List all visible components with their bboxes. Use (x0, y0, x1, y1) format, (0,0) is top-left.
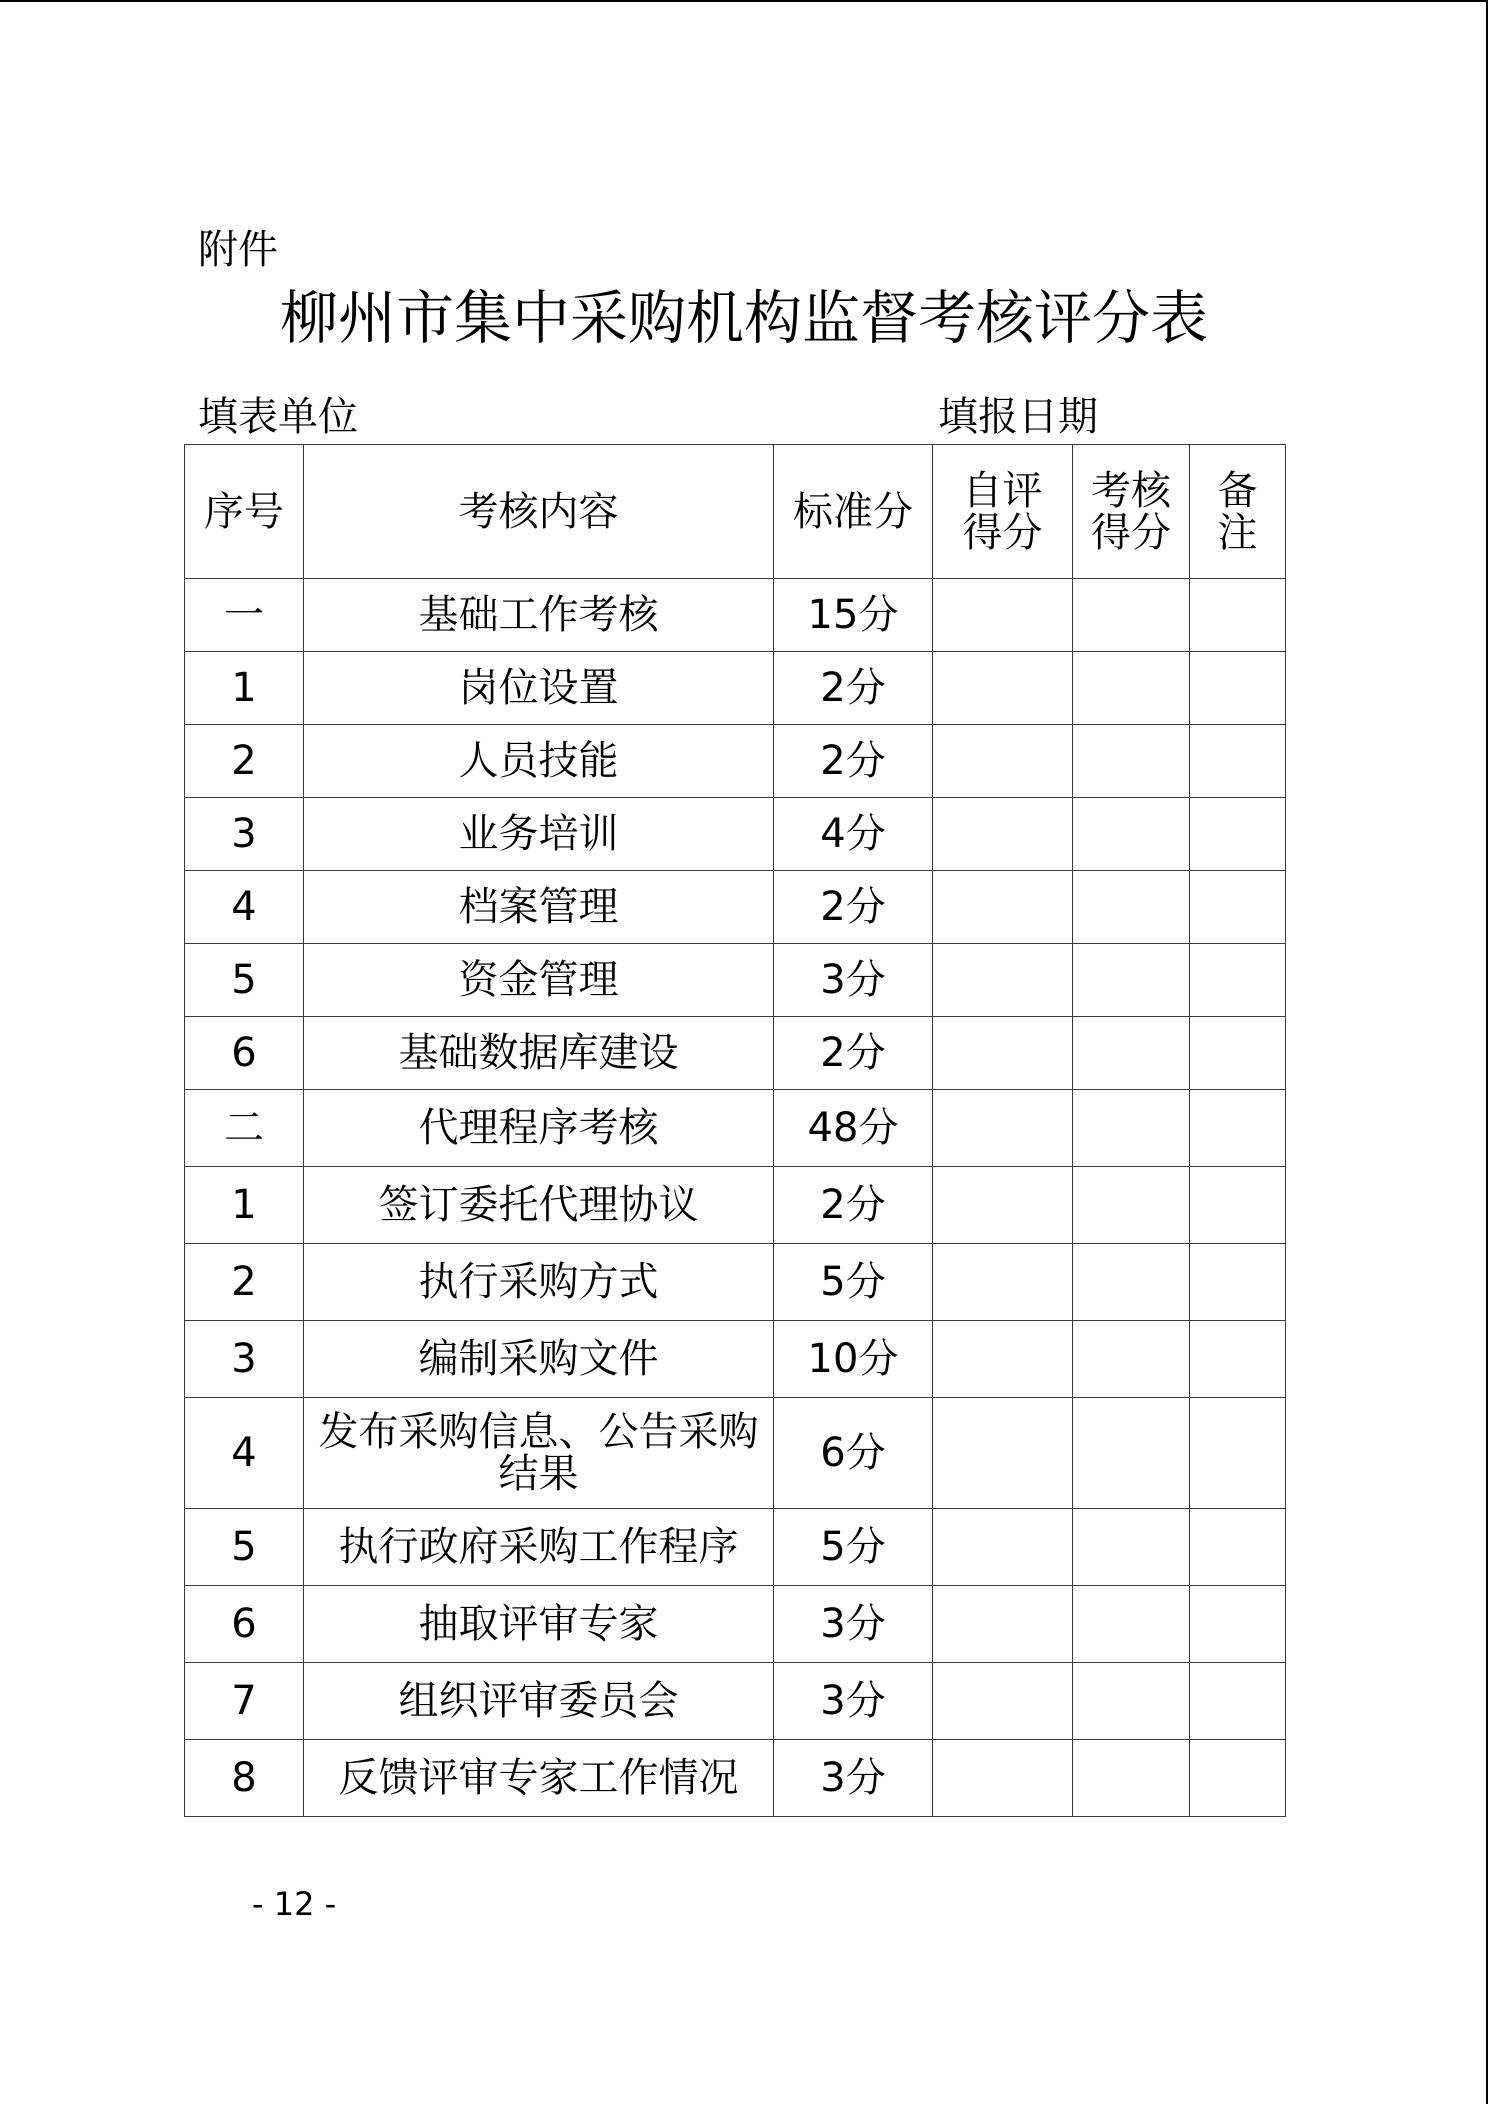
cell-self-eval[interactable] (933, 1090, 1073, 1167)
table-row (185, 1090, 1286, 1167)
cell-score: 2分 (774, 1017, 933, 1090)
cell-assess[interactable] (1073, 652, 1190, 725)
cell-content: 反馈评审专家工作情况 (304, 1740, 774, 1817)
cell-assess[interactable] (1073, 1090, 1190, 1167)
cell-score: 15分 (774, 579, 933, 652)
cell-self-eval[interactable] (933, 1740, 1073, 1817)
col-header-remark (1190, 445, 1286, 579)
cell-score: 2分 (774, 725, 933, 798)
cell-assess[interactable] (1073, 1663, 1190, 1740)
cell-seq: 6 (185, 1017, 304, 1090)
cell-content: 执行采购方式 (304, 1244, 774, 1321)
cell-seq: 3 (185, 798, 304, 871)
cell-self-eval[interactable] (933, 1509, 1073, 1586)
cell-score: 5分 (774, 1509, 933, 1586)
fill-unit-label: 填表单位 (198, 394, 358, 440)
cell-remark[interactable] (1190, 1244, 1286, 1321)
table-row (185, 725, 1286, 798)
cell-score: 3分 (774, 1663, 933, 1740)
cell-remark[interactable] (1190, 1398, 1286, 1509)
cell-assess[interactable] (1073, 1321, 1190, 1398)
table-row (185, 579, 1286, 652)
cell-self-eval[interactable] (933, 871, 1073, 944)
cell-content: 签订委托代理协议 (304, 1167, 774, 1244)
col-header-assess-line1: 考核 (1091, 467, 1171, 514)
cell-seq: 二 (185, 1090, 304, 1167)
col-header-self-eval-line2: 得分 (962, 509, 1043, 556)
cell-assess[interactable] (1073, 1509, 1190, 1586)
table-row (185, 1017, 1286, 1090)
cell-self-eval[interactable] (933, 579, 1073, 652)
cell-assess[interactable] (1073, 1740, 1190, 1817)
cell-self-eval[interactable] (933, 1586, 1073, 1663)
cell-content: 岗位设置 (304, 652, 774, 725)
table-row (185, 1509, 1286, 1586)
cell-content: 执行政府采购工作程序 (304, 1509, 774, 1586)
cell-remark[interactable] (1190, 944, 1286, 1017)
col-header-seq: 序号 (185, 445, 304, 579)
cell-assess[interactable] (1073, 725, 1190, 798)
cell-seq: 2 (185, 725, 304, 798)
page-top-border (0, 0, 1488, 2)
col-header-self-eval (933, 445, 1073, 579)
table-row (185, 1398, 1286, 1509)
cell-remark[interactable] (1190, 725, 1286, 798)
cell-seq: 5 (185, 944, 304, 1017)
cell-self-eval[interactable] (933, 1321, 1073, 1398)
cell-remark[interactable] (1190, 1586, 1286, 1663)
cell-seq: 一 (185, 579, 304, 652)
col-header-standard: 标准分 (774, 445, 933, 579)
page-title: 柳州市集中采购机构监督考核评分表 (279, 284, 1208, 352)
cell-self-eval[interactable] (933, 798, 1073, 871)
cell-score: 2分 (774, 652, 933, 725)
col-header-assess (1073, 445, 1190, 579)
cell-seq: 1 (185, 652, 304, 725)
cell-score: 48分 (774, 1090, 933, 1167)
table-row (185, 1321, 1286, 1398)
table-row (185, 652, 1286, 725)
cell-self-eval[interactable] (933, 725, 1073, 798)
cell-remark[interactable] (1190, 1017, 1286, 1090)
cell-remark[interactable] (1190, 1090, 1286, 1167)
cell-assess[interactable] (1073, 1017, 1190, 1090)
attachment-label: 附件 (198, 227, 278, 273)
table-row (185, 1586, 1286, 1663)
cell-assess[interactable] (1073, 1398, 1190, 1509)
cell-score: 6分 (774, 1398, 933, 1509)
col-header-self-eval-line1: 自评 (962, 467, 1043, 514)
cell-self-eval[interactable] (933, 1663, 1073, 1740)
cell-score: 5分 (774, 1244, 933, 1321)
cell-seq: 6 (185, 1586, 304, 1663)
cell-self-eval[interactable] (933, 1398, 1073, 1509)
cell-content-line2: 结果 (498, 1451, 579, 1497)
col-header-content: 考核内容 (304, 445, 774, 579)
cell-remark[interactable] (1190, 1321, 1286, 1398)
cell-content: 编制采购文件 (304, 1321, 774, 1398)
cell-content: 基础工作考核 (304, 579, 774, 652)
cell-remark[interactable] (1190, 652, 1286, 725)
cell-content: 业务培训 (304, 798, 774, 871)
cell-content: 档案管理 (304, 871, 774, 944)
cell-assess[interactable] (1073, 1167, 1190, 1244)
table-row (185, 1740, 1286, 1817)
score-table (184, 444, 1286, 1817)
cell-content-line1: 发布采购信息、公告采购 (318, 1409, 759, 1455)
cell-remark[interactable] (1190, 1509, 1286, 1586)
cell-score: 10分 (774, 1321, 933, 1398)
cell-score: 3分 (774, 1740, 933, 1817)
cell-content: 人员技能 (304, 725, 774, 798)
cell-assess[interactable] (1073, 1586, 1190, 1663)
cell-self-eval[interactable] (933, 652, 1073, 725)
col-header-assess-line2: 得分 (1091, 509, 1171, 556)
cell-content (304, 1398, 774, 1509)
cell-assess[interactable] (1073, 579, 1190, 652)
page-number: - 12 - (252, 1885, 337, 1923)
fill-date-label: 填报日期 (938, 394, 1098, 440)
cell-assess[interactable] (1073, 798, 1190, 871)
table-row (185, 944, 1286, 1017)
col-header-remark-line2: 注 (1217, 509, 1258, 556)
cell-assess[interactable] (1073, 944, 1190, 1017)
cell-self-eval[interactable] (933, 1017, 1073, 1090)
cell-content: 抽取评审专家 (304, 1586, 774, 1663)
table-row (185, 798, 1286, 871)
cell-score: 3分 (774, 1586, 933, 1663)
table-row (185, 1167, 1286, 1244)
cell-remark[interactable] (1190, 579, 1286, 652)
cell-seq: 2 (185, 1244, 304, 1321)
col-header-remark-line1: 备 (1217, 467, 1258, 514)
cell-content: 代理程序考核 (304, 1090, 774, 1167)
cell-remark[interactable] (1190, 871, 1286, 944)
cell-score: 4分 (774, 798, 933, 871)
cell-self-eval[interactable] (933, 1167, 1073, 1244)
cell-self-eval[interactable] (933, 944, 1073, 1017)
cell-content: 资金管理 (304, 944, 774, 1017)
cell-score: 2分 (774, 1167, 933, 1244)
cell-seq: 5 (185, 1509, 304, 1586)
cell-self-eval[interactable] (933, 1244, 1073, 1321)
cell-content: 基础数据库建设 (304, 1017, 774, 1090)
table-row (185, 1663, 1286, 1740)
cell-seq: 4 (185, 1398, 304, 1509)
cell-remark[interactable] (1190, 1740, 1286, 1817)
cell-content: 组织评审委员会 (304, 1663, 774, 1740)
cell-seq: 3 (185, 1321, 304, 1398)
cell-assess[interactable] (1073, 1244, 1190, 1321)
table-header-row (185, 445, 1286, 579)
cell-remark[interactable] (1190, 1167, 1286, 1244)
cell-remark[interactable] (1190, 1663, 1286, 1740)
cell-seq: 8 (185, 1740, 304, 1817)
table-row (185, 1244, 1286, 1321)
cell-remark[interactable] (1190, 798, 1286, 871)
cell-seq: 1 (185, 1167, 304, 1244)
cell-seq: 7 (185, 1663, 304, 1740)
cell-assess[interactable] (1073, 871, 1190, 944)
cell-score: 2分 (774, 871, 933, 944)
cell-score: 3分 (774, 944, 933, 1017)
cell-seq: 4 (185, 871, 304, 944)
table-row (185, 871, 1286, 944)
